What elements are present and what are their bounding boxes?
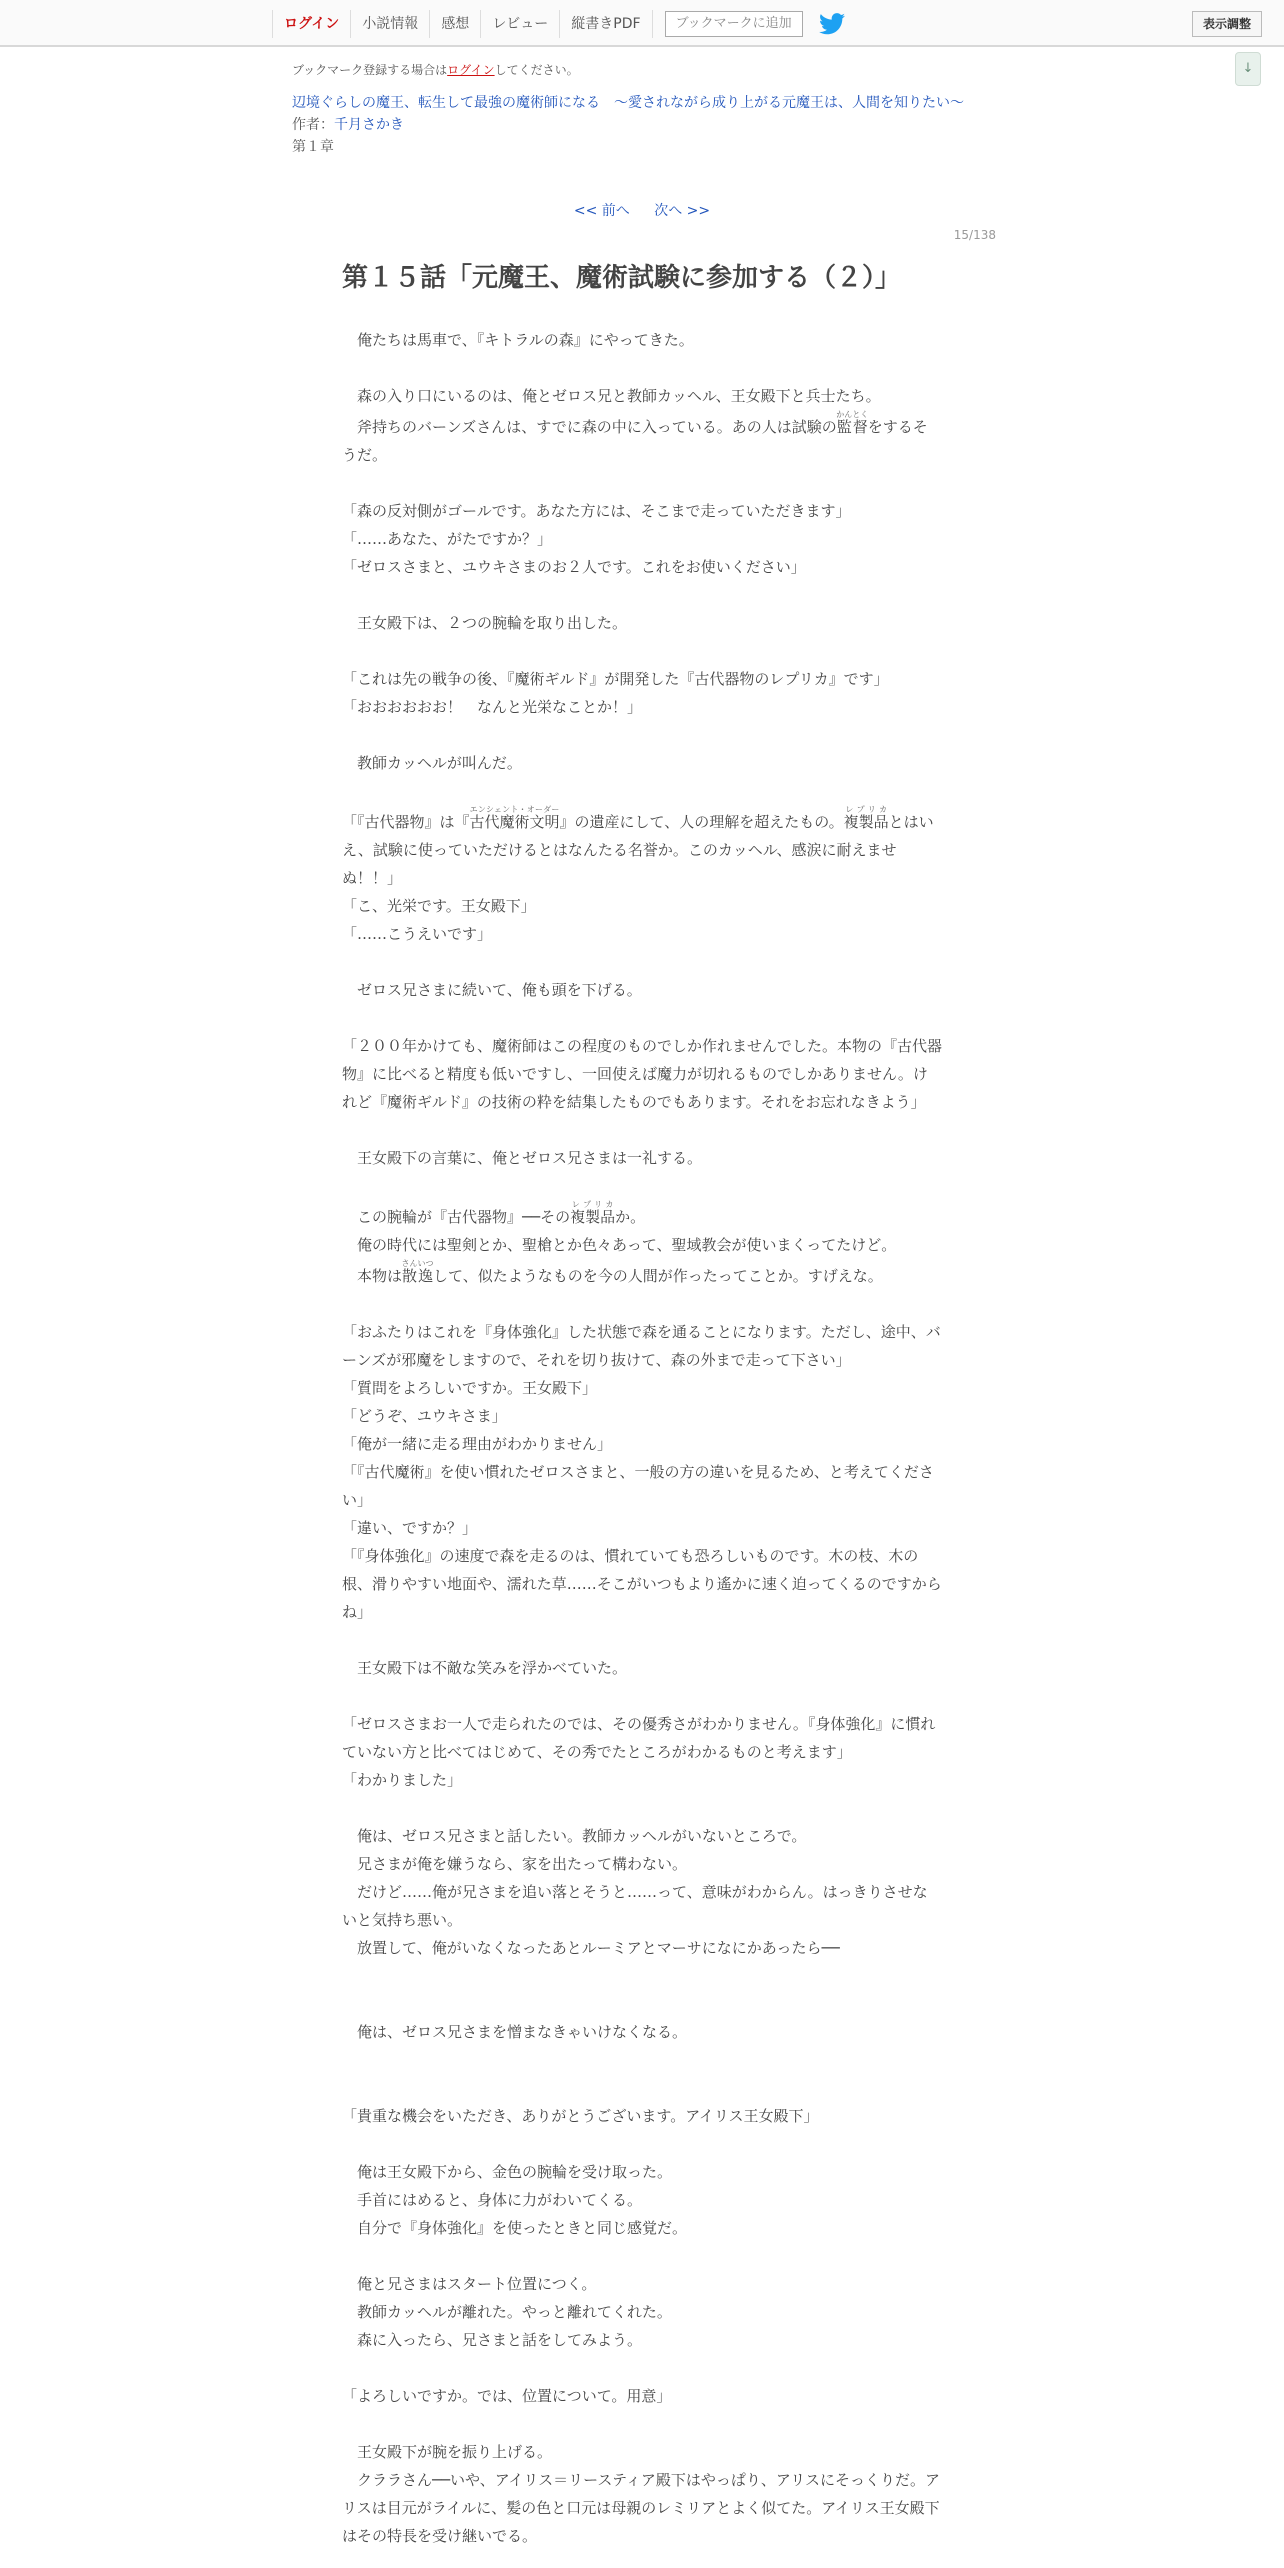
nav-novel-info-link[interactable]: 小説情報 (350, 10, 429, 38)
body-line: 王女殿下の言葉に、俺とゼロス兄さまは一礼する。 (342, 1149, 703, 1167)
display-settings-button[interactable]: 表示調整 (1192, 11, 1262, 37)
text-segment: 斧持ちのバーンズさんは、すでに森の中に入っている。あの人は試験の (342, 418, 837, 436)
body-line: 「『身体強化』の速度で森を走るのは、慣れていても恐ろしいものです。木の枝、木の根、滑りやすい地面や、濡れた草……そこがいつもより遙かに速く迫ってくるのですからね」 (342, 1547, 942, 1621)
nav-impressions-link[interactable]: 感想 (429, 10, 480, 38)
body-line: 自分で『身体強化』を使ったときと同じ感覚だ。 (342, 2219, 688, 2237)
chapter-name: 第１章 (292, 139, 334, 155)
body-line (342, 1794, 942, 1822)
body-line (342, 1962, 942, 1990)
text-segment: この腕輪が『古代器物』──その (342, 1208, 571, 1226)
text-segment: 「『古代器物』は『 (342, 813, 470, 831)
add-bookmark-button[interactable]: ブックマークに追加 (665, 11, 803, 37)
body-line (342, 805, 942, 892)
body-line: 俺は、ゼロス兄さまを憎まなきゃいけなくなる。 (342, 2023, 688, 2041)
text-segment: 』の遺産にして、人の理解を超えたもの。 (559, 813, 844, 831)
author-name-link[interactable]: 千月さかき (334, 117, 404, 133)
body-line: 「質問をよろしいですか。王女殿下」 (342, 1379, 598, 1397)
body-line: 王女殿下は、２つの腕輪を取り出した。 (342, 614, 628, 632)
body-line: 「おおおおおお！ なんと光栄なことか！」 (342, 698, 643, 716)
body-line (342, 1259, 942, 1290)
body-line: 「ゼロスさまお一人で走られたのでは、その優秀さがわかりません。『身体強化』に慣れていない方と比べてはじめて、その秀でたところがわかるものと考えます」 (342, 1715, 936, 1761)
author-line (292, 114, 992, 136)
ruby-base: 散逸 (401, 1267, 434, 1285)
bookmark-notice (292, 60, 992, 80)
body-line (342, 777, 942, 805)
ruby-text (570, 1200, 616, 1226)
body-line: クララさん──いや、アイリス＝リースティア殿下はやっぱり、アリスにそっくりだ。アリスは目元がライルに、髪の色と口元は母親のレミリアとよく似てた。アイリス王女殿下はその特長を受け継いでる。 (342, 2471, 940, 2545)
body-line: 放置して、俺がいなくなったあとルーミアとマーサになにかあったら── (342, 1939, 840, 1957)
ruby-text (469, 805, 560, 831)
nav-login-link[interactable]: ログイン (272, 10, 350, 38)
body-line (342, 637, 942, 665)
novel-body (342, 326, 942, 2550)
body-line: 俺たちは馬車で、『キトラルの森』にやってきた。 (342, 331, 694, 349)
body-line: 「……あなた、がたですか？」 (342, 530, 553, 548)
body-line: 「おふたりはこれを『身体強化』した状態で森を通ることになります。ただし、途中、バーンズが邪魔をしますので、それを切り抜けて、森の外まで走って下さい」 (342, 1323, 941, 1369)
body-line (342, 948, 942, 976)
body-line (342, 469, 942, 497)
notice-text-after: してください。 (494, 63, 579, 77)
arrow-down-icon[interactable]: ↓ (1235, 52, 1261, 86)
text-segment: をするそうだ。 (342, 418, 928, 464)
body-line: 「わかりました」 (342, 1771, 463, 1789)
body-line: 「貴重な機会をいただき、ありがとうございます。アイリス王女殿下」 (342, 2107, 819, 2125)
body-line: 王女殿下は不敵な笑みを浮かべていた。 (342, 1659, 628, 1677)
ruby-reading: エンシェント・オーダー (469, 805, 560, 814)
body-line: 「どうぞ、ユウキさま」 (342, 1407, 507, 1425)
body-line (342, 2074, 942, 2102)
episode-count: 15/138 (953, 228, 996, 242)
body-line (342, 1004, 942, 1032)
body-line: 教師カッヘルが離れた。やっと離れてくれた。 (342, 2303, 672, 2321)
body-line: 俺は、ゼロス兄さまと話したい。教師カッヘルがいないところで。 (342, 1827, 807, 1845)
body-line: 「こ、光栄です。王女殿下」 (342, 897, 536, 915)
ruby-text (401, 1259, 434, 1285)
body-line: 「これは先の戦争の後、『魔術ギルド』が開発した『古代器物のレプリカ』です」 (342, 670, 889, 688)
body-line (342, 2046, 942, 2074)
novel-info (292, 60, 992, 158)
nav-vertical-pdf-link[interactable]: 縦書きPDF (559, 10, 652, 38)
body-line: 「２００年かけても、魔術師はこの程度のものでしか作れませんでした。本物の『古代器物』に比べると精度も低いですし、一回使えば魔力が切れるものでしかありません。けれど『魔術ギルド』の技術の粋を結集したものでもあります。それをお忘れなきよう」 (342, 1037, 943, 1111)
body-line: 教師カッヘルが叫んだ。 (342, 754, 522, 772)
ruby-base: 複製品 (570, 1208, 616, 1226)
prev-episode-link[interactable]: << 前へ (573, 203, 630, 219)
body-line (342, 1290, 942, 1318)
novel-title-link[interactable]: 辺境ぐらしの魔王、転生して最強の魔術師になる 〜愛されながら成り上がる元魔王は、人間を知りたい〜 (292, 95, 964, 111)
episode-title: 第１５話「元魔王、魔術試験に参加する（２）」 (342, 263, 902, 293)
body-line: 森に入ったら、兄さまと話をしてみよう。 (342, 2331, 643, 2349)
notice-text-before: ブックマーク登録する場合は (292, 63, 448, 77)
text-segment: か。 (615, 1208, 646, 1226)
twitter-bird-icon[interactable] (819, 13, 845, 35)
body-line (342, 1990, 942, 2018)
ruby-base: 古代魔術文明 (469, 813, 560, 831)
ruby-reading: レプリカ (843, 805, 889, 814)
body-line: 森の入り口にいるのは、俺とゼロス兄と教師カッヘル、王女殿下と兵士たち。 (342, 387, 881, 405)
header-bar (0, 0, 1284, 47)
body-line: 「……こうえいです」 (342, 925, 493, 943)
body-line (342, 1682, 942, 1710)
body-line: 「『古代魔術』を使い慣れたゼロスさまと、一般の方の違いを見るため、と考えてください」 (342, 1463, 934, 1509)
body-line: ゼロス兄さまに続いて、俺も頭を下げる。 (342, 981, 642, 999)
body-line (342, 1626, 942, 1654)
body-line: 「森の反対側がゴールです。あなた方には、そこまで走っていただきます」 (342, 502, 851, 520)
ruby-text (843, 805, 889, 831)
body-line (342, 581, 942, 609)
body-line: 「ゼロスさまと、ユウキさまのお２人です。これをお使いください」 (342, 558, 806, 576)
body-line (342, 410, 942, 469)
episode-pager (0, 200, 1284, 222)
body-line (342, 721, 942, 749)
body-line (342, 1172, 942, 1200)
body-line: 俺は王女殿下から、金色の腕輪を受け取った。 (342, 2163, 673, 2181)
body-line: 俺の時代には聖剣とか、聖槍とか色々あって、聖域教会が使いまくってたけど。 (342, 1236, 897, 1254)
next-episode-link[interactable]: 次へ >> (654, 203, 711, 219)
ruby-base: 複製品 (843, 813, 889, 831)
ruby-reading: レプリカ (570, 1200, 616, 1209)
text-segment: して、似たようなものを今の人間が作ったってことか。すげえな。 (433, 1267, 883, 1285)
body-line: 「違い、ですか？」 (342, 1519, 478, 1537)
nav-review-link[interactable]: レビュー (480, 10, 559, 38)
header-nav (272, 10, 845, 38)
body-line: 手首にはめると、身体に力がわいてくる。 (342, 2191, 643, 2209)
body-line: 「よろしいですか。では、位置について。用意」 (342, 2387, 672, 2405)
body-line (342, 354, 942, 382)
body-line: 王女殿下が腕を振り上げる。 (342, 2443, 553, 2461)
ruby-text (836, 410, 869, 436)
body-line: だけど……俺が兄さまを追い落とそうと……って、意味がわからん。はっきりさせないと気持ち悪い。 (342, 1883, 928, 1929)
body-line (342, 1116, 942, 1144)
body-line: 「俺が一緒に走る理由がわかりません」 (342, 1435, 613, 1453)
notice-login-link[interactable]: ログイン (447, 63, 495, 77)
ruby-reading: さんいつ (401, 1259, 434, 1268)
body-line: 兄さまが俺を嫌うなら、家を出たって構わない。 (342, 1855, 688, 1873)
body-line (342, 2242, 942, 2270)
body-line: 俺と兄さまはスタート位置につく。 (342, 2275, 597, 2293)
text-segment: 本物は (342, 1267, 403, 1285)
ruby-reading: かんとく (836, 410, 869, 419)
body-line (342, 2410, 942, 2438)
text-segment: とはいえ、試験に使っていただけるとはなんたる名誉か。このカッヘル、感涙に耐えませぬ！！」 (342, 813, 934, 887)
body-line (342, 1200, 942, 1231)
author-label: 作者： (292, 117, 334, 133)
body-line (342, 2130, 942, 2158)
body-line (342, 2354, 942, 2382)
ruby-base: 監督 (836, 418, 869, 436)
